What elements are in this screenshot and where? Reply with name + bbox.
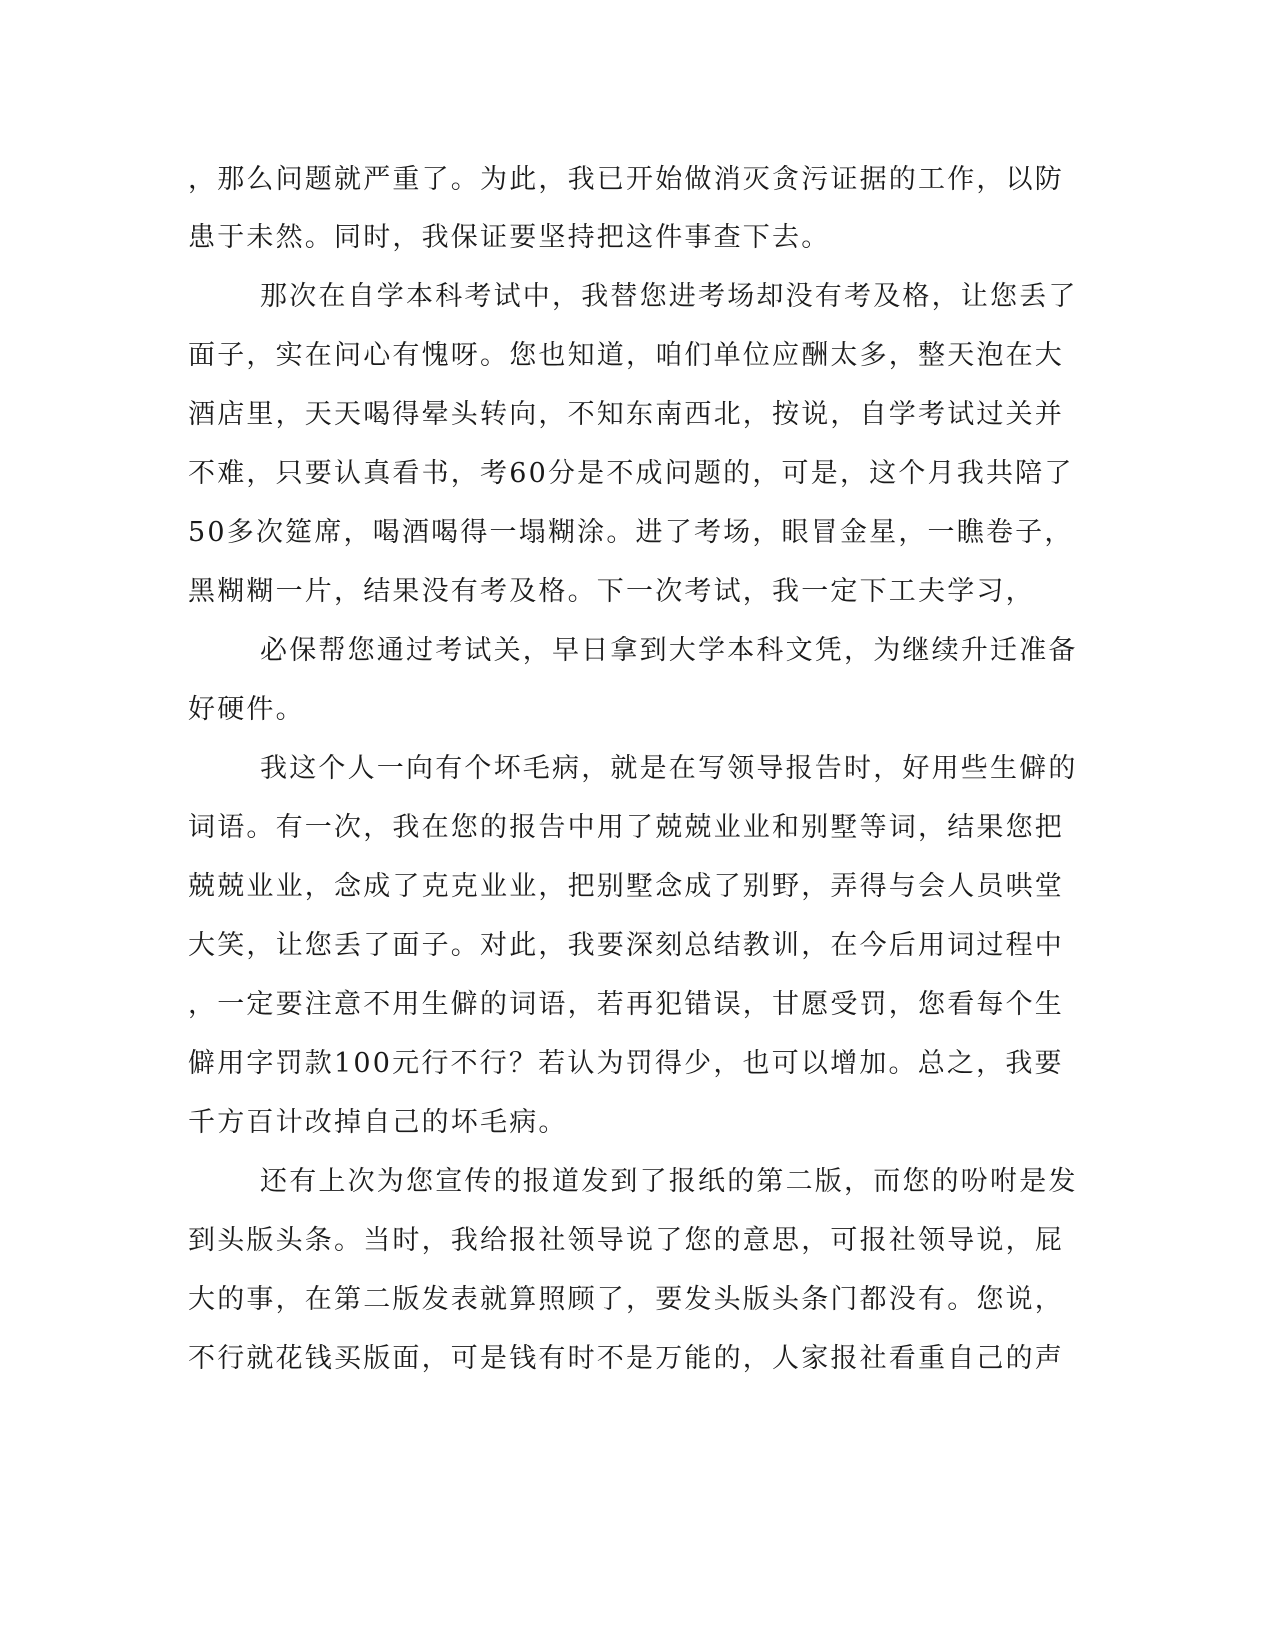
text-line: ，一定要注意不用生僻的词语，若再犯错误，甘愿受罚，您看每个生 (188, 989, 1064, 1020)
text-line: 千方百计改掉自己的坏毛病。 (188, 1107, 568, 1138)
text-line: 还有上次为您宣传的报道发到了报纸的第二版，而您的吩咐是发 (260, 1166, 1078, 1197)
text-line: 大笑，让您丢了面子。对此，我要深刻总结教训，在今后用词过程中 (188, 930, 1064, 961)
text-line: 到头版头条。当时，我给报社领导说了您的意思，可报社领导说，屁 (188, 1225, 1064, 1256)
text-line: 患于未然。同时，我保证要坚持把这件事查下去。 (188, 222, 831, 253)
text-line: 黑糊糊一片，结果没有考及格。下一次考试，我一定下工夫学习， (188, 576, 1035, 607)
text-line: 必保帮您通过考试关，早日拿到大学本科文凭，为继续升迁准备 (260, 635, 1078, 666)
text-line: 僻用字罚款100元行不行？若认为罚得少，也可以增加。总之，我要 (188, 1048, 1064, 1079)
text-line: 好硬件。 (188, 694, 305, 725)
text-line: 那次在自学本科考试中，我替您进考场却没有考及格，让您丢了 (260, 281, 1078, 312)
text-line: 50多次筵席，喝酒喝得一塌糊涂。进了考场，眼冒金星，一瞧卷子， (188, 517, 1074, 548)
text-line: 我这个人一向有个坏毛病，就是在写领导报告时，好用些生僻的 (260, 753, 1078, 784)
text-line: 兢兢业业，念成了克克业业，把别墅念成了别野，弄得与会人员哄堂 (188, 871, 1064, 902)
text-line: 不难，只要认真看书，考60分是不成问题的，可是，这个月我共陪了 (188, 458, 1074, 489)
text-line: 面子，实在问心有愧呀。您也知道，咱们单位应酬太多，整天泡在大 (188, 340, 1064, 371)
text-line: 不行就花钱买版面，可是钱有时不是万能的，人家报社看重自己的声 (188, 1343, 1064, 1374)
text-line: ，那么问题就严重了。为此，我已开始做消灭贪污证据的工作，以防 (188, 164, 1064, 195)
text-line: 大的事，在第二版发表就算照顾了，要发头版头条门都没有。您说， (188, 1284, 1064, 1315)
text-line: 词语。有一次，我在您的报告中用了兢兢业业和别墅等词，结果您把 (188, 812, 1064, 843)
text-line: 酒店里，天天喝得晕头转向，不知东南西北，按说，自学考试过关并 (188, 399, 1064, 430)
